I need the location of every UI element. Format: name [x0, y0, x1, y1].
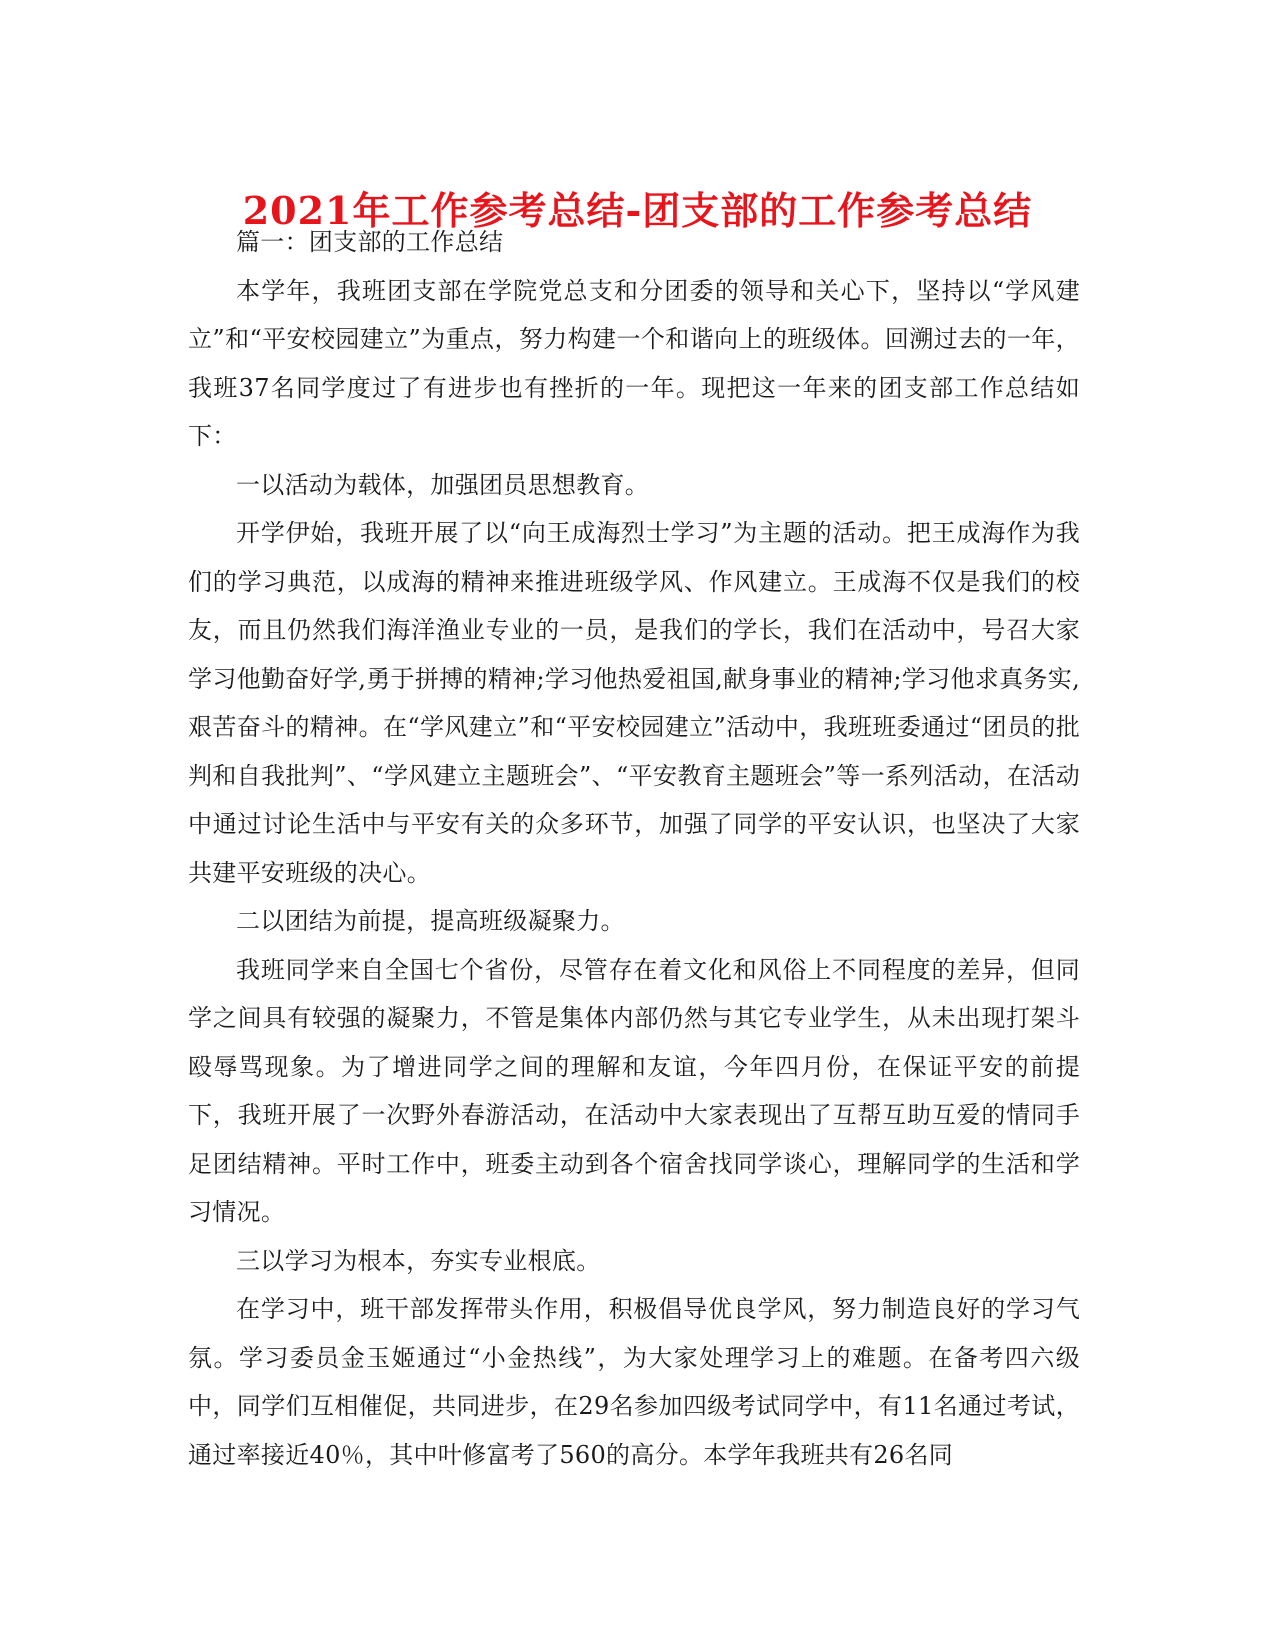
- body-paragraph: 我班同学来自全国七个省份，尽管存在着文化和风俗上不同程度的差异，但同学之间具有较强的凝聚力，不管是集体内部仍然与其它专业学生，从未出现打架斗殴辱骂现象。为了增进同学之间的理解和友谊，今年四月份，在保证平安的前提下，我班开展了一次野外春游活动，在活动中大家表现出了互帮互助互爱的情同手足团结精神。平时工作中，班委主动到各个宿舍找同学谈心，理解同学的生活和学习情况。: [188, 955, 1080, 1226]
- body-paragraph: 本学年，我班团支部在学院党总支和分团委的领导和关心下，坚持以“学风建立”和“平安校园建立”为重点，努力构建一个和谐向上的班级体。回溯过去的一年，我班37名同学度过了有进步也有挫折的一年。现把这一年来的团支部工作总结如下：: [188, 276, 1080, 450]
- section-heading: 二以团结为前提，提高班级凝聚力。: [236, 907, 625, 935]
- section-heading: 三以学习为根本，夯实专业根底。: [236, 1246, 601, 1275]
- section-heading: 篇一：团支部的工作总结: [236, 228, 504, 256]
- body-paragraph: 开学伊始，我班开展了以“向王成海烈士学习”为主题的活动。把王成海作为我们的学习典范，以成海的精神来推进班级学风、作风建立。王成海不仅是我们的校友，而且仍然我们海洋渔业专业的一员，是我们的学长，我们在活动中，号召大家学习他勤奋好学,勇于拼搏的精神;学习他热爱祖国,献身事业的精神;学习他求真务实,艰苦奋斗的精神。在“学风建立”和“平安校园建立”活动中，我班班委通过“团员的批判和自我批判”、“学风建立主题班会”、“平安教育主题班会”等一系列活动，在活动中通过讨论生活中与平安有关的众多环节，加强了同学的平安认识，也坚决了大家共建平安班级的决心。: [188, 519, 1080, 887]
- document-title: 2021年工作参考总结-团支部的工作参考总结: [242, 188, 1033, 234]
- document-body: [188, 218, 1080, 1479]
- section-heading: 一以活动为载体，加强团员思想教育。: [236, 470, 650, 499]
- body-paragraph: 在学习中，班干部发挥带头作用，积极倡导优良学风，努力制造良好的学习气氛。学习委员金玉姬通过“小金热线”，为大家处理学习上的难题。在备考四六级中，同学们互相催促，共同进步，在29名参加四级考试同学中，有11名通过考试，通过率接近40％，其中叶修富考了560的高分。本学年我班共有26名同: [188, 1295, 1080, 1469]
